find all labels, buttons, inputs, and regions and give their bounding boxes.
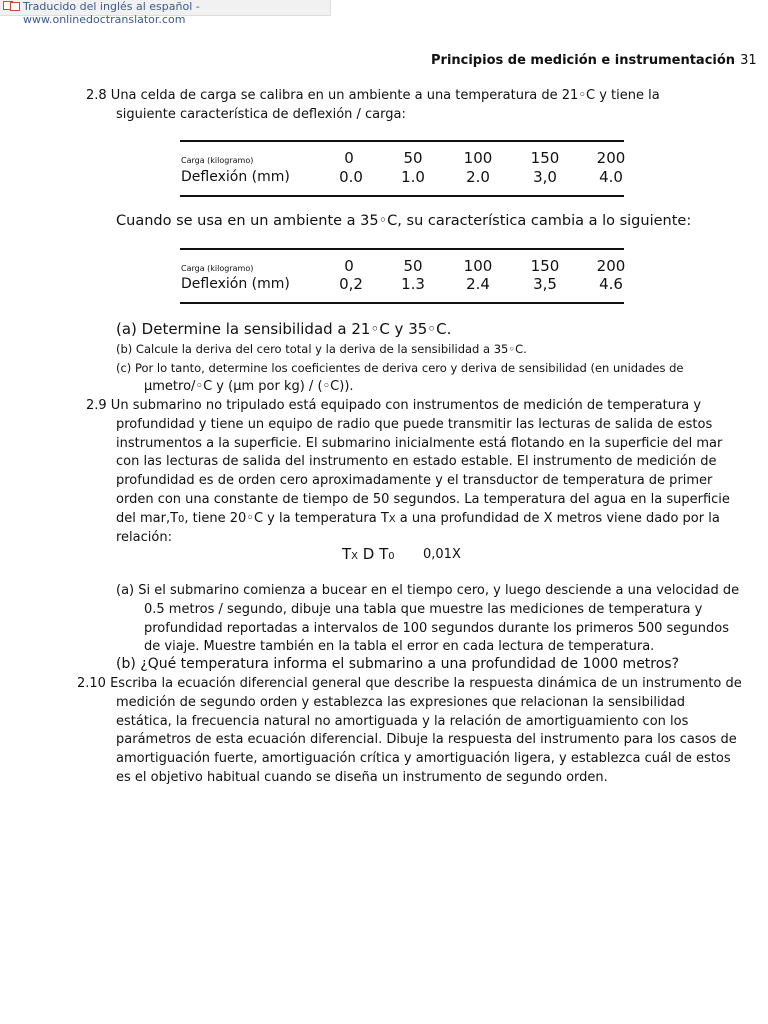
problem-2-9-part-a-line: (a) Si el submarino comienza a bucear en el tiempo cero, y luego desciende a una velocidad de — [116, 583, 740, 598]
table2-deflection-cell: 3,5 — [533, 275, 557, 293]
table2-deflection-cell: 2.4 — [466, 275, 490, 293]
table1-deflection-cell: 4.0 — [599, 168, 623, 186]
problem-2-9-line: orden con una constante de tiempo de 50 segundos. La temperatura del agua en la superficie — [116, 492, 730, 507]
table2-deflection-cell: 1.3 — [401, 275, 425, 293]
problem-2-8-part-b: (b) Calcule la deriva del cero total y la deriva de la sensibilidad a 35◦C. — [116, 342, 527, 356]
page-number: 31 — [740, 53, 757, 68]
table1-load-cell: 50 — [403, 149, 423, 167]
running-header — [431, 49, 757, 68]
formula-coefficient: 0,01X — [423, 547, 461, 562]
translation-banner[interactable] — [0, 0, 331, 26]
problem-2-9-part-a-line: 0.5 metros / segundo, dibuje una tabla que muestre las mediciones de temperatura y — [144, 601, 703, 617]
table2-deflection-cell: 0,2 — [339, 275, 363, 293]
problem-2-9-part-a-line: de viaje. Muestre también en la tabla el error en cada lectura de temperatura. — [144, 639, 655, 655]
table2-load-cell: 200 — [596, 257, 626, 275]
problem-2-9-part-b: (b) ¿Qué temperatura informa el submarino a una profundidad de 1000 metros? — [116, 656, 680, 672]
table1-deflection-cell: 2.0 — [466, 168, 490, 186]
problem-2-10-line: estática, la frecuencia natural no amortiguada y la relación de amortiguamiento con los — [116, 713, 689, 729]
banner-text[interactable]: Traducido del inglés al español - www.onlinedoctranslator.com — [23, 0, 200, 26]
table2-load-cell: 100 — [463, 257, 493, 275]
problem-2-10-line: amortiguación fuerte, amortiguación crítica y amortiguación ligera, y establezca cuál de estos — [116, 751, 731, 767]
table1-bottom-rule — [180, 195, 624, 197]
problem-2-9-line: relación: — [116, 529, 172, 545]
table1-load-cell: 0 — [344, 149, 354, 167]
problem-2-8-line1: 2.8 Una celda de carga se calibra en un ambiente a una temperatura de 21◦C y tiene la — [86, 88, 660, 103]
table2-deflection-cell: 4.6 — [599, 275, 623, 293]
problem-2-8-line2: siguiente característica de deflexión / carga: — [116, 107, 406, 122]
problem-2-9-line: profundidad y tiene un equipo de radio que puede transmitir las lecturas de salida de estos — [116, 416, 713, 432]
temperature-formula: TX D T0 — [342, 545, 395, 563]
problem-2-10-line: 2.10 Escriba la ecuación diferencial general que describe la respuesta dinámica de un instrumento de — [77, 676, 742, 691]
table1-load-cell: 100 — [463, 149, 493, 167]
problem-2-9-line: profundidad es de orden cero aproximadamente y el transductor de temperatura de primer — [116, 473, 713, 489]
table2-deflection-label: Deflexión (mm) — [181, 276, 290, 292]
problem-2-8-part-c-line2: μmetro/◦C y (μm por kg) / (◦C)). — [144, 379, 354, 394]
table1-deflection-label: Deflexión (mm) — [181, 169, 290, 185]
table2-load-cell: 0 — [344, 257, 354, 275]
table1-top-rule — [180, 140, 624, 142]
problem-2-10-line: medición de segundo orden y establezca las expresiones que relacionan la sensibilidad — [116, 694, 686, 710]
table1-load-cell: 200 — [596, 149, 626, 167]
header-title: Principios de medición e instrumentación — [431, 53, 736, 68]
problem-2-9-part-a-line: profundidad reportadas a intervalos de 100 segundos durante los primeros 500 segundos — [144, 620, 729, 636]
table2-bottom-rule — [180, 302, 624, 304]
table2-load-cell: 50 — [403, 257, 423, 275]
table1-load-cell: 150 — [530, 149, 560, 167]
problem-2-10-line: es el objetivo habitual cuando se diseña un instrumento de segundo orden. — [116, 770, 608, 785]
translate-icon — [3, 1, 21, 11]
table2-load-label: Carga (kilogramo) — [181, 264, 254, 273]
problem-2-8-mid-text: Cuando se usa en un ambiente a 35◦C, su característica cambia a lo siguiente: — [116, 213, 692, 229]
table1-deflection-cell: 3,0 — [533, 168, 557, 186]
table1-load-label: Carga (kilogramo) — [181, 156, 254, 165]
table1-deflection-cell: 1.0 — [401, 168, 425, 186]
table2-load-cell: 150 — [530, 257, 560, 275]
table1-deflection-cell: 0.0 — [339, 168, 363, 186]
table2-top-rule — [180, 248, 624, 250]
problem-2-8-part-c-line1: (c) Por lo tanto, determine los coeficientes de deriva cero y deriva de sensibilidad (en unidades de — [116, 361, 684, 375]
problem-2-8-part-a: (a) Determine la sensibilidad a 21◦C y 35◦C. — [116, 320, 452, 338]
problem-2-10-line: parámetros de esta ecuación diferencial. Dibuje la respuesta del instrumento para los casos de — [116, 732, 737, 748]
problem-2-9-line: 2.9 Un submarino no tripulado está equipado con instrumentos de medición de temperatura y — [86, 398, 702, 413]
problem-2-9-line: con las lecturas de salida del instrumento en estado estable. El instrumento de medición de — [116, 454, 717, 470]
problem-2-9-line: instrumentos a la superficie. El submarino inicialmente está flotando en la superficie del mar — [116, 435, 723, 451]
problem-2-9-line: del mar,T0, tiene 20◦C y la temperatura TX a una profundidad de X metros viene dado por la — [116, 510, 720, 526]
